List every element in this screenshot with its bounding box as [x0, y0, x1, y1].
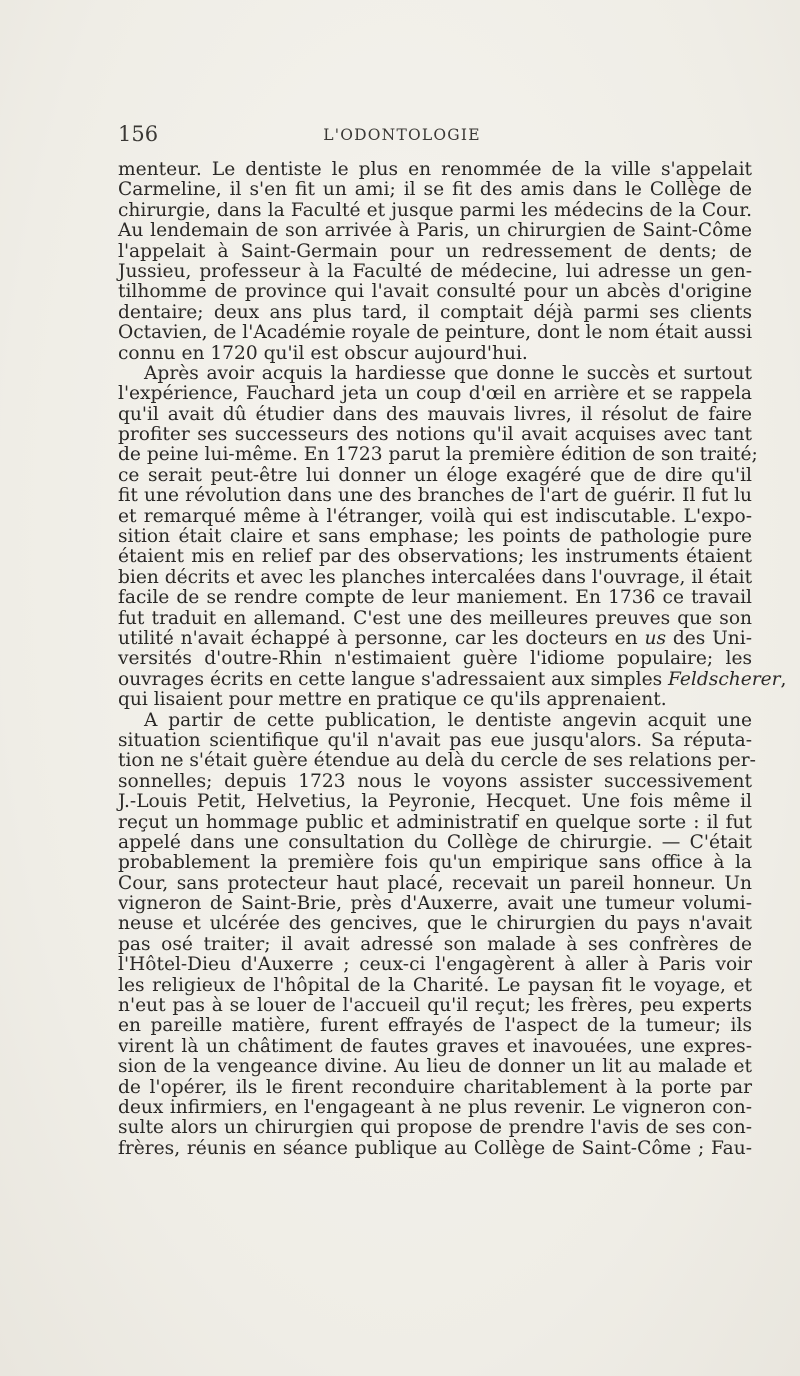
text-line: fut traduit en allemand. C'est une des meilleures preuves que son — [118, 607, 752, 629]
text-line: probablement la première fois qu'un empirique sans office à la — [118, 852, 752, 874]
text-line: étaient mis en relief par des observations; les instruments étaient — [118, 546, 752, 568]
text-line: l'expérience, Fauchard jeta un coup d'œil en arrière et se rappela — [118, 383, 752, 405]
text-line: tion ne s'était guère étendue au delà du cercle de ses relations per- — [118, 750, 756, 772]
body-text — [118, 159, 787, 1159]
text-line: utilité n'avait échappé à personne, car les docteurs en us des Uni- — [118, 627, 752, 649]
text-line: Carmeline, il s'en fit un ami; il se fit des amis dans le Collège de — [118, 179, 752, 201]
text-line: les religieux de l'hôpital de la Charité. Le paysan fit le voyage, et — [118, 974, 752, 996]
text-line: ce serait peut-être lui donner un éloge exagéré que de dire qu'il — [118, 464, 752, 486]
text-line: Après avoir acquis la hardiesse que donne le succès et surtout — [144, 362, 752, 384]
text-line: neuse et ulcérée des gencives, que le chirurgien du pays n'avait — [118, 913, 752, 935]
text-line: chirurgie, dans la Faculté et jusque parmi les médecins de la Cour. — [118, 199, 752, 221]
text-line: deux infirmiers, en l'engageant à ne plus revenir. Le vigneron con- — [118, 1096, 752, 1118]
text-line: sulte alors un chirurgien qui propose de prendre l'avis de ses con- — [118, 1117, 752, 1139]
text-line: de peine lui-même. En 1723 parut la première édition de son traité; — [118, 444, 758, 466]
text-line: qui lisaient pour mettre en pratique ce qu'ils apprenaient. — [118, 689, 667, 711]
text-line: J.-Louis Petit, Helvetius, la Peyronie, Hecquet. Une fois même il — [118, 791, 752, 813]
text-line: sition était claire et sans emphase; les points de pathologie pure — [118, 526, 752, 548]
text-line: qu'il avait dû étudier dans des mauvais livres, il résolut de faire — [118, 403, 752, 425]
text-line: frères, réunis en séance publique au Collège de Saint-Côme ; Fau- — [118, 1137, 752, 1159]
text-line: l'Hôtel-Dieu d'Auxerre ; ceux-ci l'engagèrent à aller à Paris voir — [118, 954, 752, 976]
text-line: Octavien, de l'Académie royale de peinture, dont le nom était aussi — [118, 322, 753, 344]
running-head: L'ODONTOLOGIE — [323, 126, 481, 144]
text-line: sion de la vengeance divine. Au lieu de donner un lit au malade et — [118, 1056, 752, 1078]
page-header — [118, 122, 686, 146]
text-line: Au lendemain de son arrivée à Paris, un chirurgien de Saint-Côme — [118, 220, 752, 242]
text-line: reçut un hommage public et administratif en quelque sorte : il fut — [118, 811, 752, 833]
text-line: vigneron de Saint-Brie, près d'Auxerre, avait une tumeur volumi- — [118, 893, 752, 915]
text-line: situation scientifique qu'il n'avait pas eue jusqu'alors. Sa réputa- — [118, 729, 752, 751]
text-line: en pareille matière, furent effrayés de l'aspect de la tumeur; ils — [118, 1015, 752, 1037]
page-number: 156 — [118, 122, 159, 146]
text-line: tilhomme de province qui l'avait consulté pour un abcès d'origine — [118, 281, 752, 303]
text-line: de l'opérer, ils le firent reconduire charitablement à la porte par — [118, 1076, 752, 1098]
text-line: profiter ses successeurs des notions qu'il avait acquises avec tant — [118, 424, 752, 446]
text-line: Cour, sans protecteur haut placé, recevait un pareil honneur. Un — [118, 872, 752, 894]
text-line: versités d'outre-Rhin n'estimaient guère l'idiome populaire; les — [118, 648, 752, 670]
text-line: et remarqué même à l'étranger, voilà qui est indiscutable. L'expo- — [118, 505, 752, 527]
text-line: connu en 1720 qu'il est obscur aujourd'hui. — [118, 342, 528, 364]
text-line: appelé dans une consultation du Collège de chirurgie. — C'était — [118, 831, 752, 853]
text-line: facile de se rendre compte de leur maniement. En 1736 ce travail — [118, 587, 752, 609]
text-line: fit une révolution dans une des branches de l'art de guérir. Il fut lu — [118, 485, 752, 507]
text-line: bien décrits et avec les planches intercalées dans l'ouvrage, il était — [118, 566, 753, 588]
text-line: virent là un châtiment de fautes graves et inavouées, une expres- — [118, 1035, 752, 1057]
text-line: A partir de cette publication, le dentiste angevin acquit une — [144, 709, 752, 731]
text-line: pas osé traiter; il avait adressé son malade à ses confrères de — [118, 933, 752, 955]
text-line: l'appelait à Saint-Germain pour un redressement de dents; de — [118, 240, 752, 262]
text-line: Jussieu, professeur à la Faculté de médecine, lui adresse un gen- — [118, 260, 752, 282]
text-line: sonnelles; depuis 1723 nous le voyons assister successivement — [118, 770, 752, 792]
text-line: n'eut pas à se louer de l'accueil qu'il reçut; les frères, peu experts — [118, 995, 752, 1017]
text-line: dentaire; deux ans plus tard, il comptait déjà parmi ses clients — [118, 301, 752, 323]
text-line: menteur. Le dentiste le plus en renommée de la ville s'appelait — [118, 159, 752, 180]
text-line: ouvrages écrits en cette langue s'adressaient aux simples Feldscherer, — [118, 668, 787, 690]
